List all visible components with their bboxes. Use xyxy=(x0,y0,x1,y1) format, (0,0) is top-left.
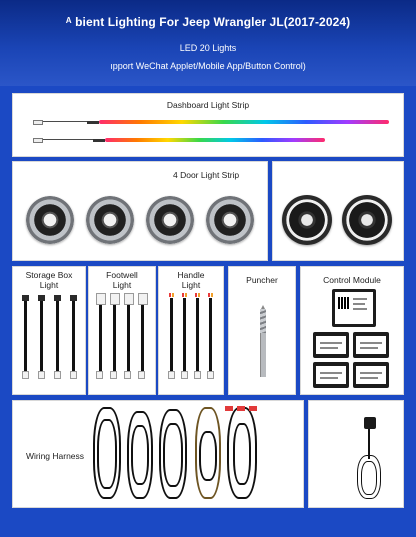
door-strip-panel xyxy=(12,161,268,261)
product-title: ᴬ bient Lighting For Jeep Wrangler JL(2017-2024) xyxy=(65,15,351,29)
air-vent-light-icon xyxy=(206,196,254,244)
handle-light-label: Handle Light xyxy=(177,270,205,290)
air-vent-light-icon xyxy=(26,196,74,244)
control-box-icon xyxy=(332,289,376,327)
puncher-panel xyxy=(228,266,296,395)
wiring-harness-panel xyxy=(12,400,304,508)
dashboard-strip-label: Dashboard Light Strip xyxy=(166,100,250,110)
vent-panel xyxy=(272,161,404,261)
control-module-panel xyxy=(300,266,404,395)
control-box-icon xyxy=(313,362,349,388)
handle-light-panel xyxy=(158,266,224,395)
product-catalog xyxy=(0,86,416,537)
air-vent-light-icon xyxy=(282,195,332,245)
button-switch-panel xyxy=(308,400,404,508)
control-box-icon xyxy=(313,332,349,358)
air-vent-light-icon xyxy=(86,196,134,244)
dashboard-strip-panel xyxy=(12,93,404,157)
air-vent-light-icon xyxy=(146,196,194,244)
wiring-harness-label: Wiring Harness xyxy=(25,451,85,461)
footwell-light-panel xyxy=(88,266,156,395)
control-box-icon xyxy=(353,332,389,358)
storage-light-label: Storage Box Light xyxy=(25,270,73,290)
hero-banner xyxy=(0,0,416,86)
air-vent-light-icon xyxy=(342,195,392,245)
led-count-text: LED 20 Lights xyxy=(179,43,237,53)
control-module-label: Control Module xyxy=(323,275,381,285)
door-strip-label: 4 Door Light Strip xyxy=(173,170,240,180)
control-support-text: ıpport WeChat Applet/Mobile App/Button Control) xyxy=(110,61,306,71)
footwell-light-label: Footwell Light xyxy=(106,270,138,290)
control-box-icon xyxy=(353,362,389,388)
puncher-label: Puncher xyxy=(246,275,278,285)
storage-light-panel xyxy=(12,266,86,395)
